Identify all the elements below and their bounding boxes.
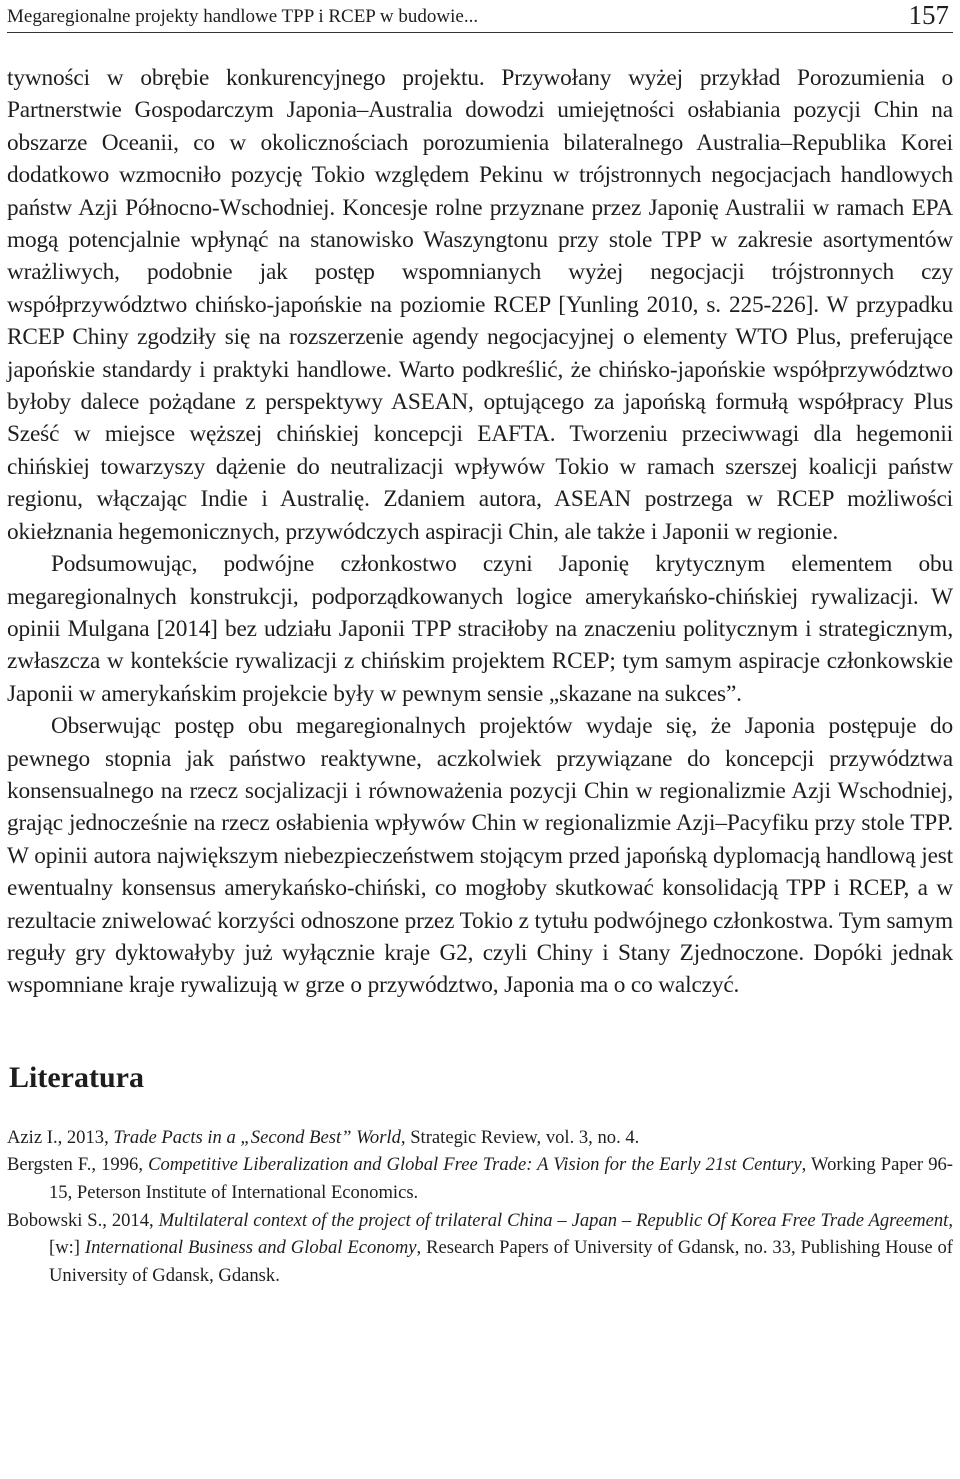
reference-title: Competitive Liberalization and Global Free Trade: A Vision for the Early 21st Century <box>148 1154 802 1176</box>
page-number: 157 <box>908 0 949 30</box>
paragraph: Podsumowując, podwójne członkostwo czyni Japonię krytycznym elementem obu megaregionalnych konstrukcji, podporządkowanych logice amerykańsko-chińskiej rywalizacji. W opinii Mulgana [2014] bez udziału Japonii TPP straciłoby na znaczeniu politycznym i strategicznym, zwłaszcza w kontekście rywalizacji z chińskim projektem RCEP; tym samym aspiracje członkowskie Japonii w amerykańskim projekcie były w pewnym sensie „skazane na sukces”. <box>7 551 953 707</box>
reference-item <box>7 1207 953 1290</box>
body-text <box>7 62 953 1002</box>
reference-title: Multilateral context of the project of trilateral China – Japan – Republic Of Korea Free Trade Agreement <box>158 1209 949 1231</box>
reference-details: , Strategic Review, vol. 3, no. 4. <box>400 1126 640 1148</box>
reference-details: , Working Paper 96-15, Peterson Institute of International Economics. <box>49 1154 953 1203</box>
running-header <box>7 0 953 33</box>
running-title: Megaregionalne projekty handlowe TPP i RCEP w budowie... <box>7 6 479 27</box>
reference-item <box>7 1124 953 1152</box>
section-heading-literatura: Literatura <box>9 1060 144 1094</box>
reference-author: Bergsten F., 1996, <box>7 1154 149 1176</box>
reference-author: Bobowski S., 2014, <box>7 1209 159 1231</box>
paragraph: Obserwując postęp obu megaregionalnych projektów wydaje się, że Japonia postępuje do pewnego stopnia jak państwo reaktywne, aczkolwiek przywiązane do koncepcji przywództwa konsensualnego na rzecz socjalizacji i równoważenia pozycji Chin w regionalizmie Azji Wschodniej, grając jednocześnie na rzecz osłabienia wpływów Chin w regionalizmie Azji–Pacyfiku przy stole TPP. W opinii autora największym niebezpieczeństwem stojącym przed japońską dyplomacją handlową jest ewentualny konsensus amerykańsko-chiński, co mogłoby skutkować konsolidacją TPP i RCEP, a w rezultacie zniwelować korzyści odnoszone przez Tokio z tytułu podwójnego członkostwa. Tym samym reguły gry dyktowałyby już wyłącznie kraje G2, czyli Chiny i Stany Zjednoczone. Dopóki jednak wspomniane kraje rywalizują w grze o przywództwo, Japonia ma o co walczyć. <box>7 713 953 999</box>
paragraph: tywności w obrębie konkurencyjnego projektu. Przywołany wyżej przykład Porozumienia o Partnerstwie Gospodarczym Japonia–Australia dowodzi umiejętności osłabiania pozycji Chin na obszarze Oceanii, co w okolicznościach porozumienia bilateralnego Australia–Republika Korei dodatkowo wzmocniło pozycję Tokio względem Pekinu w trójstronnych negocjacjach handlowych państw Azji Północno-Wschodniej. Koncesje rolne przyznane przez Japonię Australii w ramach EPA mogą potencjalnie wpłynąć na stanowisko Waszyngtonu przy stole TPP w zakresie asortymentów wrażliwych, podobnie jak postęp wspomnianych wyżej negocjacji trójstronnych czy współprzywództwo chińsko-japońskie na poziomie RCEP [Yunling 2010, s. 225-226]. W przypadku RCEP Chiny zgodziły się na rozszerzenie agendy negocjacyjnej o elementy WTO Plus, preferujące japońskie standardy i praktyki handlowe. Warto podkreślić, że chińsko-japońskie współprzywództwo byłoby dalece pożądane z perspektywy ASEAN, optującego za japońską formułą współpracy Plus Sześć w miejsce węższej chińskiej koncepcji EAFTA. Tworzeniu przeciwwagi dla hegemonii chińskiej towarzyszy dążenie do neutralizacji wpływów Tokio w ramach szerszej koalicji państw regionu, włączając Indie i Australię. Zdaniem autora, ASEAN postrzega w RCEP możliwości okiełznania hegemonicznych, przywódczych aspiracji Chin, ale także i Japonii w regionie. <box>7 65 953 545</box>
reference-connector: , [w:] <box>49 1209 953 1259</box>
reference-container-title: International Business and Global Economy <box>84 1237 417 1259</box>
reference-title: Trade Pacts in a „Second Best” World <box>113 1126 401 1148</box>
reference-list <box>7 1124 953 1290</box>
reference-details: , Research Papers of University of Gdansk, no. 33, Publishing House of University of Gdansk, Gdansk. <box>49 1237 953 1286</box>
reference-author: Aziz I., 2013, <box>7 1126 114 1148</box>
reference-item <box>7 1151 953 1206</box>
